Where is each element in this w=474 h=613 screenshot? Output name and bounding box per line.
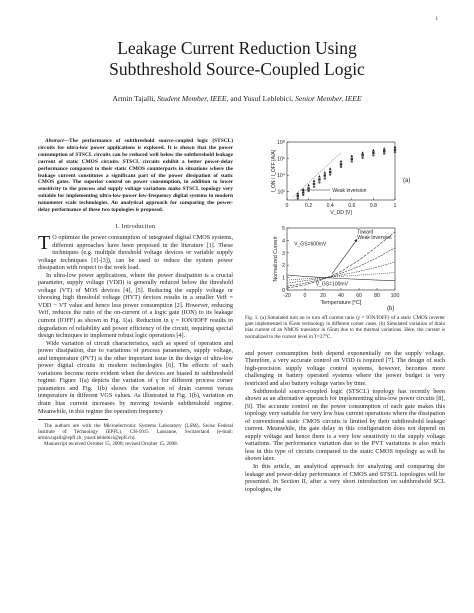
right-paragraph-3: In this article, an analytical approach for analyzing and comparing the leakage and power-delay performance of CMOS and STSCL topologies will be presented. In Section II, after a very short introduction on subthreshold SCL topologies, the (245, 463, 445, 493)
title-line-2: Subthreshold Source-Coupled Logic (109, 59, 365, 79)
data-point-a (324, 174, 326, 176)
abstract-lead: Abstract— (45, 138, 69, 144)
data-point-a (318, 175, 321, 177)
y-tick-label-b: 5 (282, 226, 285, 232)
data-point-a (297, 195, 299, 197)
data-point-a (361, 157, 363, 159)
data-point-a (324, 171, 327, 173)
paper-title (0, 38, 474, 80)
y-tick-label-b: 0 (282, 288, 285, 294)
author-2: and Yusuf Leblebici, (230, 94, 294, 103)
data-point-a (361, 154, 363, 156)
data-point-a (383, 150, 385, 152)
intro-paragraph-3: Wide variation of circuit characteristics, such as speed of operation and power dissipation, due to variations of process parameters, supply voltage, and temperature (PVT) is the other important issue in the design of ultra-low power digital circuits in modern technologies [6]. The effects of such variations become more evident when the devices are biased in subthreshold regime. Figure 1(a) depicts the variation of γ for different process corner parameters and Fig. 1(b) shows the variation of drain current versus temperature in different VGS values. As illustrated in Fig. 1(b), variation on drain bias current increases by moving towards subthreshold regime. Meanwhile, in this regime the operation frequency (38, 339, 233, 415)
y-tick-label-b: 4 (282, 238, 285, 245)
right-paragraph-1: and power consumption both depend exponentially on the supply voltage. Therefore, a very accurate control on VDD is required [7]. The design of such high-precision supply voltage control systems, however, becomes more challenging in battery operated systems where the power budget is very restricted and also battery voltage varies by time. (245, 349, 445, 387)
y-axis-label-a: I_ON / I_OFF [A/A] (271, 149, 277, 193)
x-tick-label-b: -20 (283, 293, 291, 299)
x-tick-label-a: 0.2 (304, 203, 313, 209)
data-point-a (383, 147, 386, 149)
x-tick-label-b: 100 (390, 293, 400, 299)
panel-label-b: (b) (387, 306, 395, 312)
y-axis-label-b: Normalized Current (273, 236, 279, 282)
y-tick-label-a: 10² (277, 189, 285, 196)
data-point-a (351, 155, 354, 157)
y-tick-label-a: 10⁶ (277, 156, 285, 163)
x-tick-label-a: 0 (285, 203, 289, 209)
right-paragraph-2: Subthreshold source-coupled logic (STSCL) topology has recently been shown as an alternative approach for implementing ultra-low power circuits [8], [9]. The accurate control on the power consumption of each gate makes this topology very suitable for very low bias current operations where the dissipation of conventional static CMOS circuits is limited by their subthreshold leakage current. Meanwhile, the gate delay in this configuration does not depend on supply voltage and hence there is a very low sensitivity to the supply voltage variations. The performance variation due to the PVT variations is also much less in this type of circuits compared to the static CMOS topology as will be shown later. (245, 387, 445, 463)
page-number: 1 (435, 17, 438, 22)
data-point-a (340, 163, 342, 165)
footnote-rule (38, 419, 108, 420)
data-point-a (351, 160, 353, 162)
data-point-a (383, 152, 385, 154)
figure-1 (245, 138, 445, 313)
data-point-a (324, 177, 326, 179)
y-tick-label-a: 10⁸ (277, 140, 285, 146)
data-point-a (372, 152, 374, 154)
panel-label-a: (a) (403, 178, 411, 184)
toward-label-line2: Weak Inversion (357, 235, 392, 242)
data-point-a (313, 183, 315, 185)
x-axis-label-b: Temperature [°C] (320, 300, 362, 306)
panel-b (273, 226, 399, 312)
figure-caption: Fig. 1. (a) Simulated turn on to turn off current ratio (γ = ION/IOFF) of a static CMOS inverter gate implemented in 65nm technology in different corner cases. (b) Simulated variation of drain bias current of an NMOS transistor in 65nm due to the thermal variations. Here, the current is normalized to the current level in T=27°C. (245, 315, 445, 340)
author-2-role: Senior Member, IEEE (295, 94, 362, 103)
intro-p1-text: O optimize the power consumption of integrated digital CMOS systems, different approaches have been proposed in the literature [1]. These techniques (e.g. multiple threshold voltage devices or variable supply voltage techniques [1]-[3]), can be used to reduce the system power dissipation with respect to the work load. (38, 233, 233, 272)
data-point-a (313, 180, 316, 182)
title-line-1: Leakage Current Reduction Using (117, 38, 357, 58)
y-tick-label-b: 3 (282, 250, 285, 257)
section-heading: I. Introduction (115, 223, 156, 230)
data-point-a (302, 194, 304, 196)
author-line (0, 94, 474, 103)
data-point-a (329, 167, 332, 169)
data-point-a (372, 149, 375, 151)
author-1: Armin Tajalli, (112, 94, 156, 103)
x-tick-label-b: 60 (356, 293, 362, 299)
series-line-b (287, 248, 395, 286)
data-point-a (307, 187, 309, 189)
panel-a (271, 140, 410, 216)
y-tick-label-a: 10⁴ (277, 173, 285, 180)
intro-paragraph-1 (38, 231, 233, 272)
weak-inversion-arrowhead (301, 189, 304, 192)
data-point-a (351, 158, 353, 160)
x-tick-label-b: 80 (374, 293, 380, 299)
data-point-a (297, 197, 299, 199)
weak-inversion-label: Weak inversion (332, 188, 367, 194)
x-tick-label-a: 0.4 (326, 203, 334, 209)
y-tick-label-b: 2 (282, 263, 285, 270)
data-point-a (318, 178, 320, 180)
data-point-a (340, 160, 343, 162)
toward-label-line1: Toward (357, 229, 374, 236)
data-point-a (372, 154, 374, 156)
data-point-a (313, 186, 315, 188)
series-line-b (287, 275, 395, 281)
data-point-a (329, 173, 331, 175)
data-point-a (340, 166, 342, 168)
x-tick-label-b: 40 (338, 293, 344, 299)
dropcap: T (38, 231, 51, 254)
x-tick-label-a: 1 (393, 203, 397, 209)
intro-paragraph-2: In ultra-low power applications, where the power dissipation is a crucial parameter, supply voltage (VDD) is generally reduced below the threshold voltage (VT) of MOS devices [4], [5]. Reducing the supply voltage or choosing high threshold voltage (HVT) devices results in a smaller Veff = VDD − VT value and hence less power consumption [2]. However, reducing Veff, reduces the ratio of the on-current of a logic gate (ION) to its leakage current (IOFF) as shown in Fig. 1(a). Reduction in γ = ION/IOFF results in degradation of reliability and power efficiency of the circuit, requiring special design techniques to implement robust logic operations [4]. (38, 271, 233, 340)
data-point-a (394, 151, 396, 153)
x-tick-label-b: 0 (303, 293, 307, 299)
x-tick-label-a: 0.6 (348, 203, 356, 209)
data-point-a (307, 184, 310, 186)
right-column (245, 138, 445, 493)
vgs-600-label: V_GS=600mV (294, 241, 327, 248)
abstract-text: The performance of subthreshold source-coupled logic (STSCL) circuits for ultra-low power applications is explored. It is shown that the power consumption of STSCL circuits can be reduced well below the subthreshold leakage current of static CMOS circuits. STSCL circuits exhibit a better power-delay performance compared to their static CMOS counterparts in situations where the leakage current constitutes a significant part of the power dissipation of static CMOS gates. The superior control on power consumption, in addition to lower sensitivity to the process and supply voltage variations make STSCL topology very suitable for implementing ultra-low-power low-frequency digital systems in modern nanometer scale technologies. An analytical approach for comparing the power-delay performance of these two topologies is proposed. (38, 138, 233, 214)
left-column (38, 138, 233, 447)
x-tick-label-b: 20 (320, 293, 326, 299)
y-tick-label-b: 1 (282, 275, 285, 282)
abstract (38, 138, 233, 214)
data-point-a (394, 146, 397, 148)
toward-weak-inversion-arrow (332, 239, 357, 274)
footnote-affiliation: The authors are with the Microelectronic Systems Laboratory (LSM), Swiss Federal Institute of Technology (EPFL), CH-1015 Lausanne, Switzerland (e-mail: armin.tajalli@epfl.ch, yusuf.leblebici@epfl.ch). (38, 423, 233, 442)
data-point-a (361, 151, 364, 153)
data-point-a (318, 181, 320, 183)
footnote-manuscript: Manuscript received October 15, 2008; revised October 15, 2008. (44, 441, 178, 448)
x-tick-label-a: 0.8 (369, 203, 378, 209)
data-point-a (329, 171, 331, 173)
data-point-a (394, 148, 396, 150)
data-point-a (302, 191, 304, 193)
vgs-100-label: V_GS=100mV (315, 281, 348, 288)
author-1-role: Student Member, IEEE, (157, 94, 229, 103)
figure-1-svg (245, 138, 445, 313)
x-axis-label-a: V_DD [V] (330, 210, 352, 216)
